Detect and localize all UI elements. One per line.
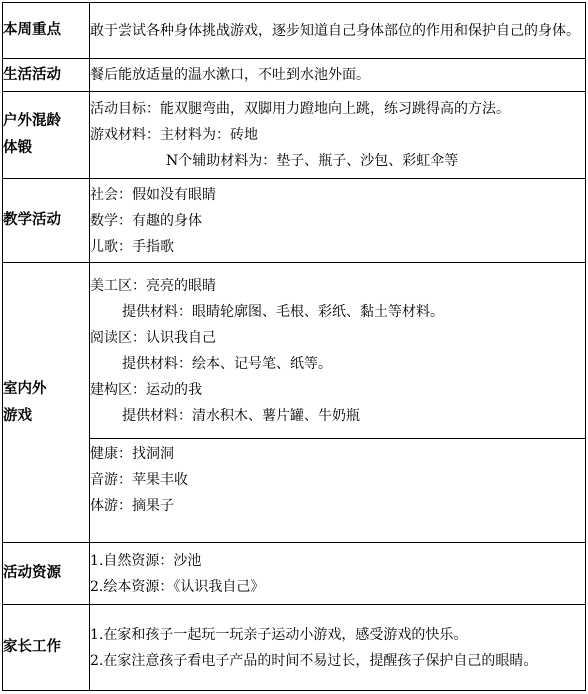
content-line: N个辅助材料为：垫子、瓶子、沙包、彩虹伞等 bbox=[166, 153, 459, 169]
content-text: 敢于尝试各种身体挑战游戏，逐步知道自己身体部位的作用和保护自己的身体。 bbox=[90, 22, 580, 39]
row-games-activities bbox=[3, 439, 586, 543]
row-games-areas bbox=[3, 263, 586, 439]
content-text: 餐后能放适量的温水漱口，不吐到水池外面。 bbox=[90, 67, 370, 83]
content-line: 数学：有趣的身体 bbox=[90, 212, 202, 229]
weekly-plan-table bbox=[2, 2, 586, 691]
label-text: 生活活动 bbox=[3, 66, 61, 83]
content-line: 社会：假如没有眼睛 bbox=[90, 186, 216, 203]
content-line: 2.绘本资源：《认识我自己》 bbox=[90, 578, 265, 595]
content-line: 游戏材料：主材料为：砖地 bbox=[90, 127, 258, 143]
row-parent-work bbox=[3, 605, 586, 691]
label-text: 家长工作 bbox=[3, 639, 61, 655]
content-line: 体游：摘果子 bbox=[90, 498, 174, 514]
content-line: 健康：找洞洞 bbox=[90, 446, 174, 462]
label-text: 游戏 bbox=[3, 407, 32, 424]
content-line: 活动目标：能双腿弯曲，双脚用力蹬地向上跳，练习跳得高的方法。 bbox=[90, 101, 510, 117]
row-teaching bbox=[3, 179, 586, 263]
content-line: 2.在家注意孩子看电子产品的时间不易过长，提醒孩子保护自己的眼睛。 bbox=[90, 652, 538, 669]
row-weekly-focus bbox=[3, 3, 586, 59]
content-line: 1.自然资源：沙池 bbox=[90, 552, 202, 569]
content-line: 1.在家和孩子一起玩一玩亲子运动小游戏，感受游戏的快乐。 bbox=[90, 626, 468, 643]
label-text: 教学活动 bbox=[3, 212, 61, 228]
label-teaching bbox=[3, 179, 90, 263]
content-line: 音游：苹果丰收 bbox=[90, 472, 188, 488]
content-outdoor-exercise bbox=[90, 92, 586, 179]
label-daily-life bbox=[3, 59, 90, 92]
row-resources bbox=[3, 543, 586, 605]
content-teaching bbox=[90, 179, 586, 263]
content-daily-life bbox=[90, 59, 586, 92]
content-line: 儿歌：手指歌 bbox=[90, 238, 174, 255]
label-text: 本周重点 bbox=[3, 22, 61, 38]
content-line: 提供材料：清水积木、薯片罐、牛奶瓶 bbox=[122, 407, 360, 424]
label-resources bbox=[3, 543, 90, 605]
content-parent-work bbox=[90, 605, 586, 691]
label-text: 体锻 bbox=[3, 140, 32, 156]
content-games-activities bbox=[90, 439, 586, 543]
label-text: 户外混龄 bbox=[3, 113, 61, 129]
label-games bbox=[3, 263, 90, 543]
label-outdoor-exercise bbox=[3, 92, 90, 179]
label-parent-work bbox=[3, 605, 90, 691]
content-weekly-focus bbox=[90, 3, 586, 59]
content-line: 建构区：运动的我 bbox=[90, 381, 202, 398]
content-resources bbox=[90, 543, 586, 605]
content-line: 提供材料：眼睛轮廓图、毛根、彩纸、黏土等材料。 bbox=[122, 303, 444, 320]
content-line: 提供材料：绘本、记号笔、纸等。 bbox=[122, 355, 332, 372]
label-text: 活动资源 bbox=[3, 565, 61, 581]
row-outdoor-exercise bbox=[3, 92, 586, 179]
label-text: 室内外 bbox=[3, 380, 47, 397]
content-games-areas bbox=[90, 263, 586, 439]
content-line: 美工区：亮亮的眼睛 bbox=[90, 277, 216, 294]
row-daily-life bbox=[3, 59, 586, 92]
label-weekly-focus bbox=[3, 3, 90, 59]
content-line: 阅读区：认识我自己 bbox=[90, 329, 216, 346]
